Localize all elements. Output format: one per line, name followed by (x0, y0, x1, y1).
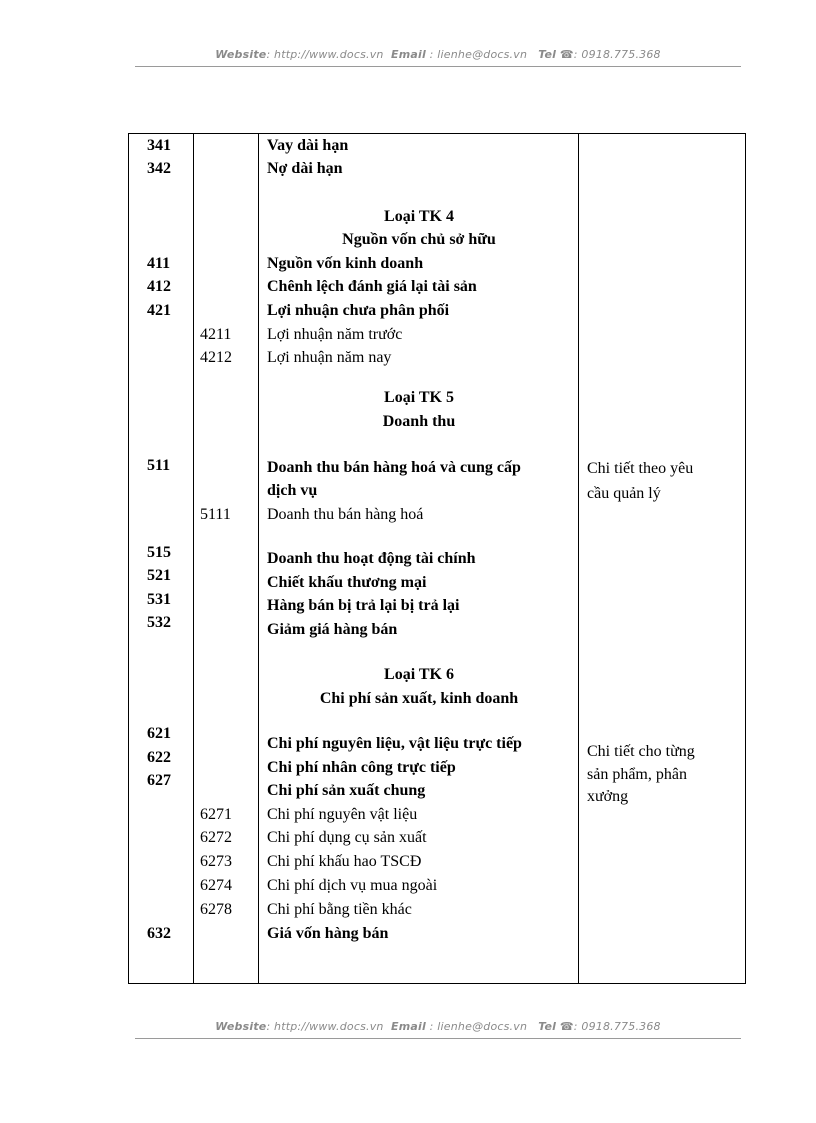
sub-account-code: 6273 (200, 853, 232, 870)
footer-tel-value: : 0918.775.368 (573, 1020, 661, 1033)
sub-account-name: Doanh thu bán hàng hoá (267, 506, 424, 523)
page-footer (135, 1020, 741, 1033)
header-tel-value: : 0918.775.368 (573, 48, 661, 61)
column-divider (578, 134, 579, 983)
footer-email-value: : lienhe@docs.vn (429, 1020, 528, 1033)
sub-account-code: 6271 (200, 806, 232, 823)
account-name: Giá vốn hàng bán (267, 925, 389, 942)
account-code: 342 (147, 160, 171, 177)
sub-account-code: 6272 (200, 829, 232, 846)
account-code: 412 (147, 278, 171, 295)
header-tel-label: Tel (538, 48, 557, 61)
account-code: 411 (147, 255, 171, 272)
sub-account-code: 6278 (200, 901, 232, 918)
sub-account-code: 5111 (200, 506, 231, 523)
account-name: Doanh thu bán hàng hoá và cung cấp (267, 459, 521, 476)
account-code: 511 (147, 457, 171, 474)
footer-website-value: : http://www.docs.vn (266, 1020, 384, 1033)
section-subtitle: Chi phí sản xuất, kinh doanh (319, 690, 519, 707)
sub-account-name: Chi phí nguyên vật liệu (267, 806, 418, 823)
footer-divider (135, 1038, 741, 1039)
header-divider (135, 66, 741, 67)
note-text: Chi tiết cho từng (587, 743, 695, 760)
header-website-label: Website (215, 48, 267, 61)
account-code: 621 (147, 725, 171, 742)
account-code: 515 (147, 544, 171, 561)
account-name: Nợ dài hạn (267, 160, 343, 177)
section-title: Loại TK 5 (384, 389, 454, 406)
account-name: Vay dài hạn (267, 137, 349, 154)
account-code: 532 (147, 614, 171, 631)
account-code: 421 (147, 302, 171, 319)
note-text: Chi tiết theo yêu (587, 460, 694, 477)
account-name: Hàng bán bị trả lại bị trả lại (267, 597, 460, 614)
account-name: Giảm giá hàng bán (267, 621, 398, 638)
sub-account-code: 4212 (200, 349, 232, 366)
section-title: Loại TK 4 (384, 208, 454, 225)
account-name-cont: dịch vụ (267, 482, 318, 499)
phone-icon: ☎ (559, 48, 574, 61)
sub-account-code: 4211 (200, 326, 232, 343)
account-name: Chi phí nhân công trực tiếp (267, 759, 456, 776)
account-code: 622 (147, 749, 171, 766)
note-text: xưởng (587, 788, 629, 805)
account-name: Doanh thu hoạt động tài chính (267, 550, 476, 567)
phone-icon: ☎ (559, 1020, 574, 1033)
account-code: 341 (147, 137, 171, 154)
page-header (135, 48, 741, 61)
column-divider (258, 134, 259, 983)
sub-account-name: Lợi nhuận năm trước (267, 326, 403, 343)
sub-account-name: Chi phí bằng tiền khác (267, 901, 412, 918)
account-code: 531 (147, 591, 171, 608)
account-name: Lợi nhuận chưa phân phối (267, 302, 450, 319)
account-name: Nguồn vốn kinh doanh (267, 255, 424, 272)
section-subtitle: Nguồn vốn chủ sở hữu (342, 231, 496, 248)
footer-website-label: Website (215, 1020, 267, 1033)
account-name: Chi phí sản xuất chung (267, 782, 426, 799)
account-code: 521 (147, 567, 171, 584)
account-name: Chi phí nguyên liệu, vật liệu trực tiếp (267, 735, 522, 752)
note-text: sản phẩm, phân (587, 766, 687, 783)
header-email-value: : lienhe@docs.vn (429, 48, 528, 61)
sub-account-name: Chi phí dụng cụ sản xuất (267, 829, 427, 846)
account-code: 627 (147, 772, 171, 789)
section-title: Loại TK 6 (384, 666, 454, 683)
header-website-value: : http://www.docs.vn (266, 48, 384, 61)
sub-account-name: Chi phí dịch vụ mua ngoài (267, 877, 438, 894)
header-email-label: Email (391, 48, 426, 61)
sub-account-name: Lợi nhuận năm nay (267, 349, 392, 366)
account-code: 632 (147, 925, 171, 942)
section-subtitle: Doanh thu (382, 413, 456, 430)
column-divider (193, 134, 194, 983)
account-name: Chiết khấu thương mại (267, 574, 427, 591)
sub-account-name: Chi phí khấu hao TSCĐ (267, 853, 422, 870)
sub-account-code: 6274 (200, 877, 232, 894)
note-text: cầu quản lý (587, 485, 661, 502)
footer-email-label: Email (391, 1020, 426, 1033)
footer-tel-label: Tel (538, 1020, 557, 1033)
account-table (128, 133, 746, 984)
account-name: Chênh lệch đánh giá lại tài sản (267, 278, 477, 295)
